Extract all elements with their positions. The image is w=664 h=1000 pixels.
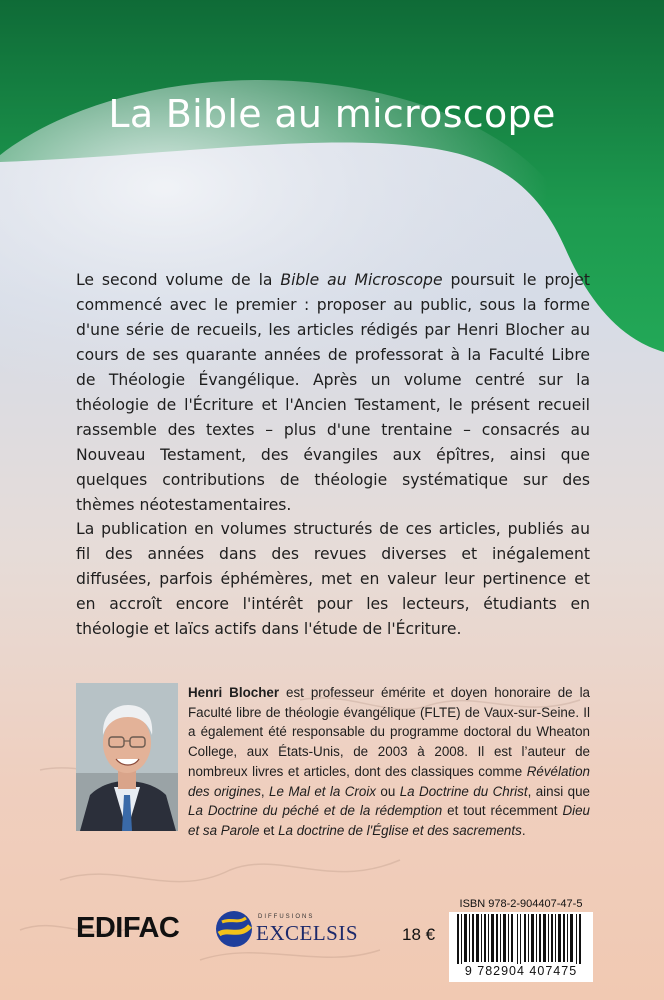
desc-p1-text-a: Le second volume de la [76, 271, 281, 289]
excelsis-globe-icon [214, 908, 254, 950]
bio-work-title: La doctrine de l'Église et des sacrements [278, 822, 522, 838]
price: 18 € [402, 925, 436, 944]
bio-text: . [521, 822, 526, 838]
bio-text: et [259, 822, 279, 838]
bio-work-title: La Doctrine du Christ [399, 783, 528, 799]
bio-text: et tout récemment [442, 803, 563, 819]
edifac-logo: EDIFAC [76, 912, 180, 944]
bio-work-title: Dieu et sa Parole [188, 803, 591, 838]
bio-text: est professeur émérite et doyen honoraire de la Faculté libre de théologie évangélique (FLTE) de Vaux-sur-Seine. Il a également été responsable du programme doctoral du Wheaton College, aux États-Unis, de 2003 à 2008. Il est l’auteur de nombreux livres et articles, dont des classiques comme [188, 685, 590, 779]
bio-work-title: Révélation des origines [188, 763, 590, 799]
bio-work-title: Le Mal et la Croix [269, 783, 376, 799]
isbn-label: ISBN 978-2-904407-47-5 [459, 898, 583, 910]
desc-p1-text-b: poursuit le projet commencé avec le premier : proposer au public, sous la forme d'une série de recueils, les articles rédigés par Henri Blocher au cours de ses quarante années de professorat à la Faculté Libre de Théologie Évangélique. Après un volume centré sur la théologie de l'Écriture et l'Ancien Testament, le présent recueil rassemble des textes – plus d'une trentaine – consacrés au Nouveau Testament, des évangiles aux épîtres, ainsi que quelques contributions de théologie systématique sur des thèmes néotestamentaires. [76, 271, 590, 514]
bio-text: , ainsi que [527, 783, 590, 799]
barcode-digits: 9 782904 407475 [449, 964, 593, 978]
author-bio [188, 683, 590, 841]
desc-p1-title-ref: Bible au Microscope [280, 271, 443, 289]
bio-text: , [260, 783, 270, 799]
description-paragraph-2: La publication en volumes structurés de ces articles, publiés au fil des années dans des revues diverses et inégalement diffusées, parfois éphémères, met en valeur leur pertinence et en accroît encore l'intérêt pour les lecteurs, étudiants en théologie et laïcs actifs dans l'étude de l'Écriture. [76, 520, 590, 638]
bio-work-title: La Doctrine du péché et de la rédemption [188, 803, 443, 819]
author-name: Henri Blocher [188, 685, 280, 700]
excelsis-logo-text: EXCELSIS [256, 921, 359, 945]
description-paragraph-1 [76, 268, 590, 518]
book-title: La Bible au microscope [108, 92, 556, 136]
bio-text: ou [376, 783, 400, 799]
author-photo [76, 683, 178, 831]
excelsis-subtitle: DIFFUSIONS [258, 914, 315, 920]
